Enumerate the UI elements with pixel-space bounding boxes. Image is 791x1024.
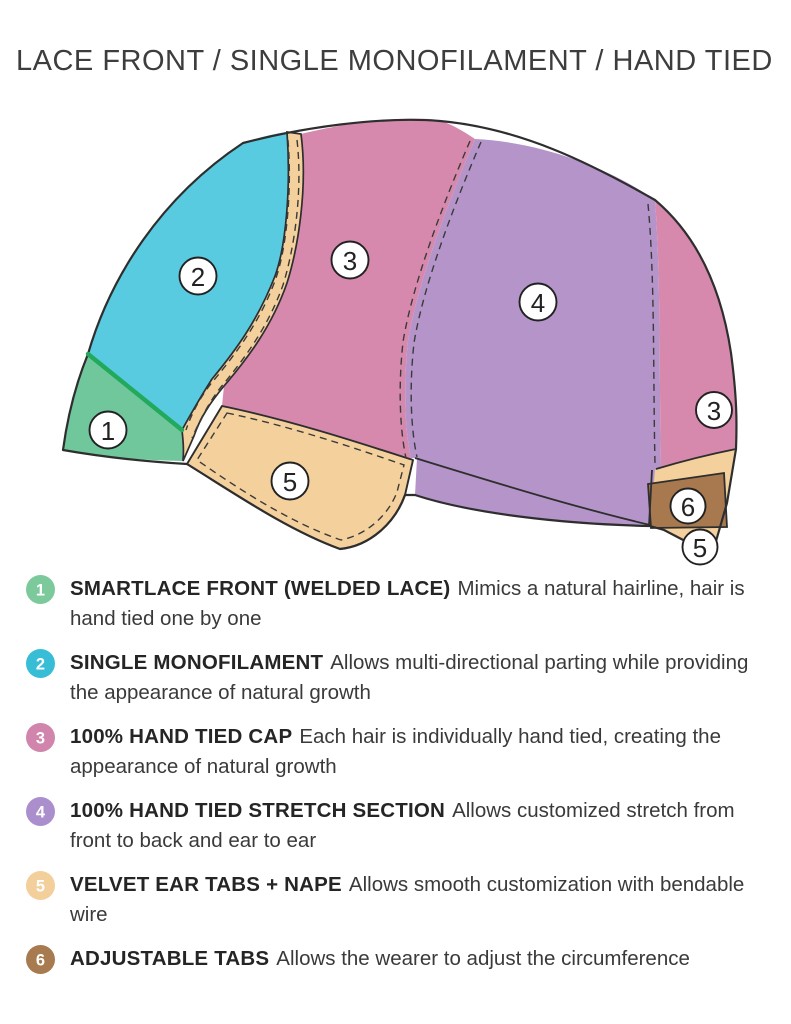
- legend-item-hand-tied-cap: [26, 722, 778, 782]
- marker-4: [520, 284, 557, 321]
- svg-text:1: 1: [100, 416, 116, 446]
- svg-text:2: 2: [35, 655, 46, 674]
- marker-6: [671, 489, 706, 524]
- legend-item-title: ADJUSTABLE TABS: [70, 947, 270, 970]
- legend-text: [70, 574, 778, 634]
- legend-item-monofilament: [26, 648, 778, 708]
- marker-1: [90, 412, 127, 449]
- legend-text: [70, 796, 778, 856]
- svg-text:5: 5: [692, 533, 708, 563]
- legend-item-title: SINGLE MONOFILAMENT: [70, 651, 324, 674]
- legend-badge-6: [26, 945, 55, 974]
- legend-badge-4: [26, 797, 55, 826]
- svg-text:3: 3: [342, 246, 358, 276]
- legend-item-description: Mimics a natural hairline, hair is hand tied one by one: [70, 577, 745, 630]
- legend-badge-3: [26, 723, 55, 752]
- legend-text: [70, 722, 778, 782]
- legend-item-smartlace-front: [26, 574, 778, 634]
- legend-item-title: 100% HAND TIED CAP: [70, 725, 293, 748]
- svg-text:5: 5: [282, 467, 298, 497]
- svg-text:3: 3: [706, 396, 722, 426]
- marker-2: [180, 258, 217, 295]
- legend: [26, 574, 778, 988]
- svg-text:2: 2: [190, 262, 206, 292]
- legend-item-adjustable-tabs: [26, 944, 778, 974]
- legend-badge-1: [26, 575, 55, 604]
- legend-item-description: Allows smooth customization with bendable wire: [70, 873, 745, 926]
- svg-text:1: 1: [35, 581, 46, 600]
- legend-text: [70, 944, 690, 974]
- svg-text:5: 5: [35, 877, 46, 896]
- legend-text: [70, 648, 778, 708]
- legend-item-description: Allows the wearer to adjust the circumference: [276, 947, 690, 970]
- marker-3-right: [696, 392, 732, 428]
- legend-item-description: Allows customized stretch from front to back and ear to ear: [70, 799, 735, 852]
- wig-cap-diagram: [0, 88, 791, 588]
- svg-text:6: 6: [680, 492, 696, 522]
- svg-text:3: 3: [35, 729, 46, 748]
- legend-item-description: Allows multi-directional parting while providing the appearance of natural growth: [70, 651, 749, 704]
- legend-item-description: Each hair is individually hand tied, creating the appearance of natural growth: [70, 725, 721, 778]
- page-title: LACE FRONT / SINGLE MONOFILAMENT / HAND TIED: [16, 45, 773, 78]
- svg-text:4: 4: [530, 288, 546, 318]
- marker-3-top: [332, 242, 369, 279]
- section-hand-tied-cap-right: [655, 200, 736, 468]
- legend-text: [70, 870, 778, 930]
- legend-item-title: VELVET EAR TABS + NAPE: [70, 873, 342, 896]
- legend-badge-5: [26, 871, 55, 900]
- marker-5-nape: [683, 530, 718, 565]
- legend-badge-2: [26, 649, 55, 678]
- legend-item-title: SMARTLACE FRONT (WELDED LACE): [70, 577, 451, 600]
- svg-text:4: 4: [35, 803, 46, 822]
- marker-5-ear-tab: [272, 463, 309, 500]
- legend-item-stretch-section: [26, 796, 778, 856]
- svg-text:6: 6: [35, 951, 46, 970]
- legend-item-ear-tabs-nape: [26, 870, 778, 930]
- legend-item-title: 100% HAND TIED STRETCH SECTION: [70, 799, 446, 822]
